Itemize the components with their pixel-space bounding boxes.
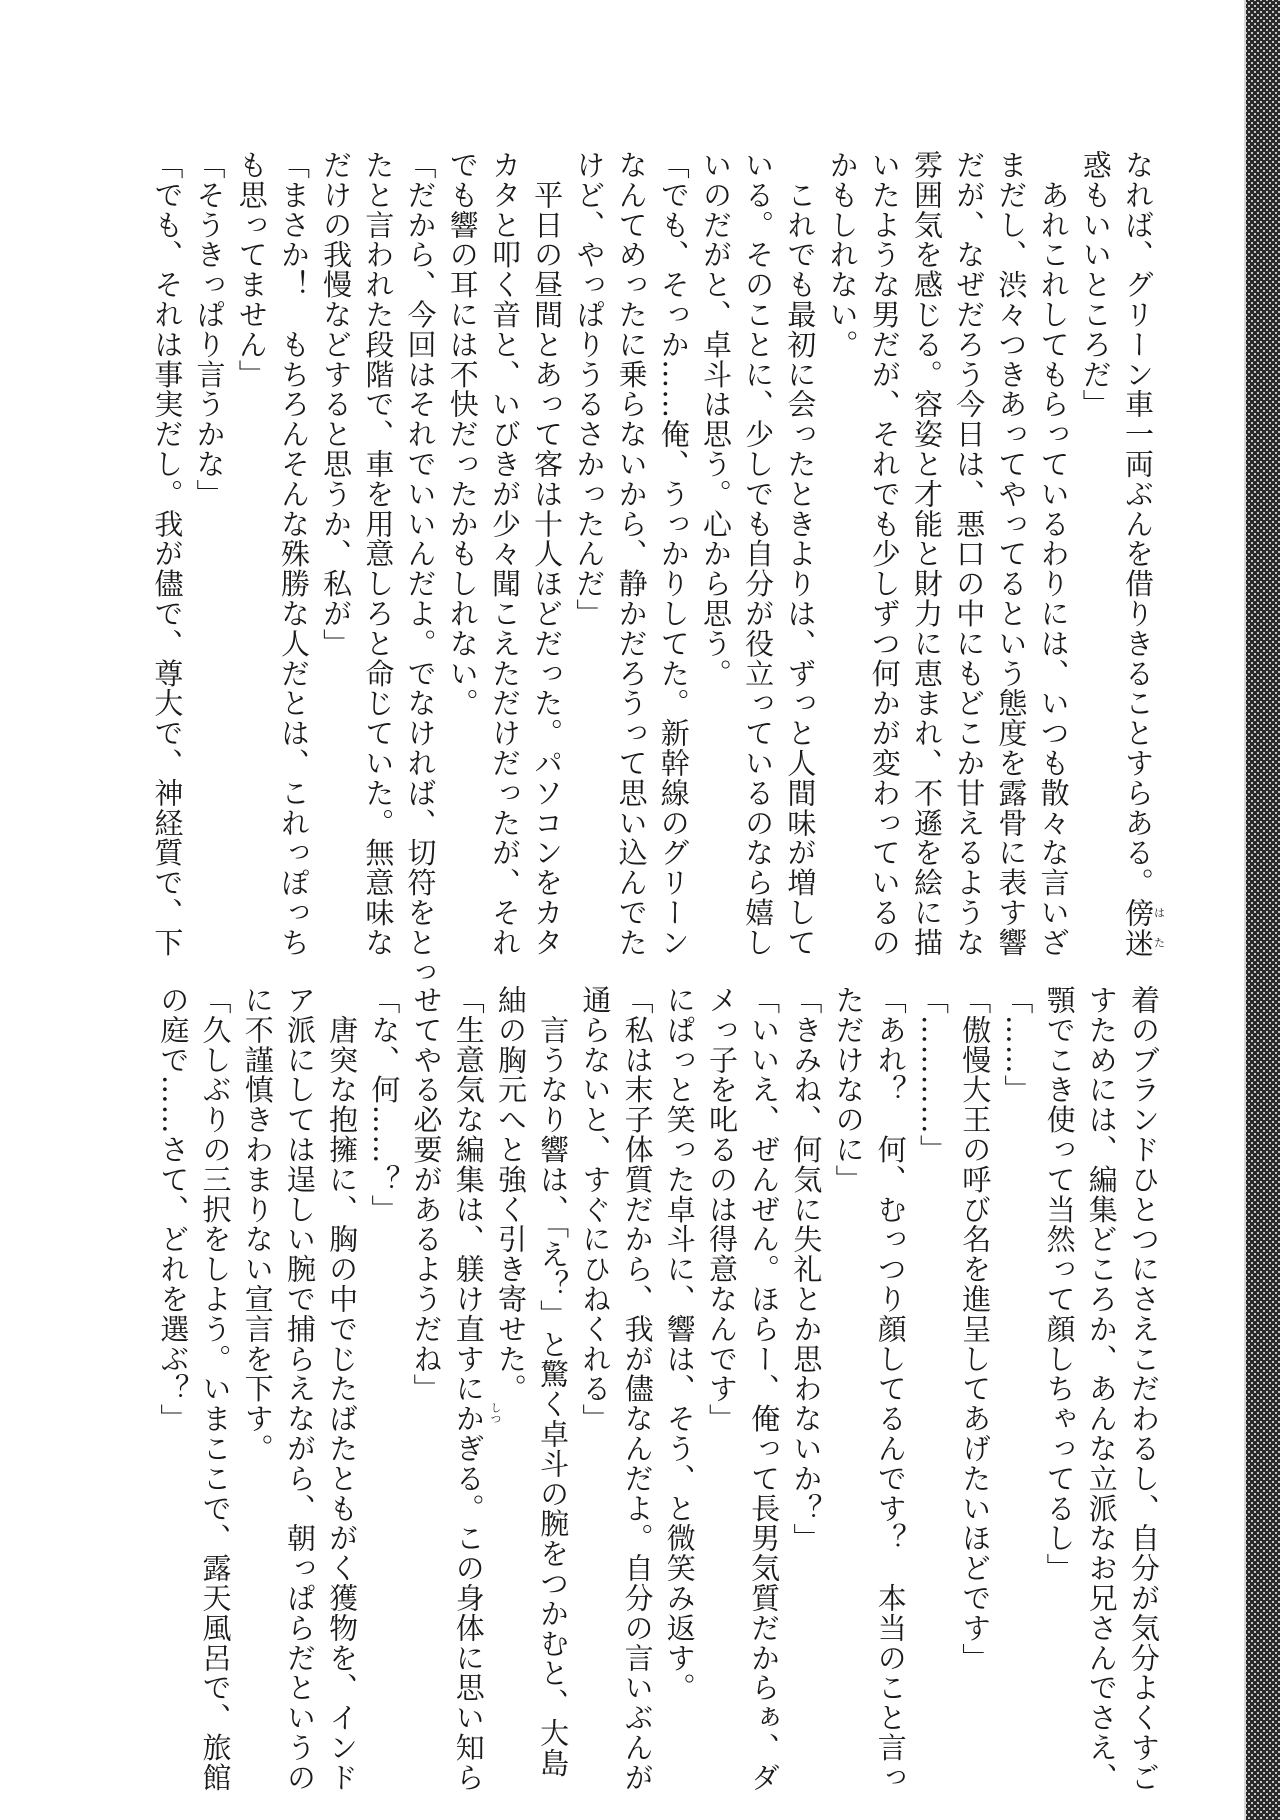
text-line: これでも最初に会ったときよりは、ずっと人間味が増して (783, 150, 818, 958)
text-line: いたような男だが、それでも少しずつ何かが変わっているの (867, 150, 902, 958)
text-line: の庭で……さて、どれを選ぶ？」 (156, 985, 191, 1434)
text-line: 「私は末子体質だから、我が儘なんだよ。自分の言いぶんが (620, 985, 655, 1793)
text-line: 唐突な抱擁に、胸の中でじたばたともがく獲物を、インド (325, 985, 360, 1793)
text-line: 「傲慢大王の呼び名を進呈してあげたいほどです」 (958, 985, 993, 1673)
upper-text-block (145, 150, 1166, 988)
text-line: 平日の昼間とあって客は十人ほどだった。パソコンをカタ (530, 150, 565, 958)
text-line: 通らないと、すぐにひねくれる」 (578, 985, 613, 1434)
text-line: 「いいえ、ぜんぜん。ほらー、俺って長男気質だからぁ、ダ (747, 985, 782, 1793)
text-line: 雰囲気を感じる。容姿と才能と財力に恵まれ、不遜を絵に描 (909, 150, 944, 958)
text-line: ア派にしては逞しい腕で捕らえながら、朝っぱらだというの (282, 985, 317, 1793)
text-line: なんてめったに乗らないから、静かだろうって思い込んでた (614, 150, 649, 958)
text-line: ただけなのに」 (831, 985, 866, 1195)
text-line (448, 985, 490, 1793)
lower-text-block (145, 985, 1165, 1793)
text-line: かもしれない。 (825, 150, 860, 360)
text-line: にぱっと笑った卓斗に、響は、そう、と微笑み返す。 (662, 985, 697, 1703)
text-line: も思ってません」 (234, 150, 269, 390)
text-line: 惑もいいところだ」 (1078, 150, 1113, 420)
text-line: 「な、何……？」 (367, 985, 402, 1225)
line-text: なれば、グリーン車一両ぶんを借りきることすらある。 (1121, 150, 1155, 898)
text-line: カタと叩く音と、いびきが少々聞こえただけだったが、それ (487, 150, 522, 958)
lower-ruby-note: しつ (489, 1402, 502, 1424)
text-line: 「だから、今回はそれでいいんだよ。でなければ、切符をとっ (403, 150, 438, 988)
text-line: でも響の耳には不快だったかもしれない。 (445, 150, 480, 719)
text-line: たと言われた段階で、車を用意しろと命じていた。無意味な (361, 150, 396, 958)
text-line: まだし、渋々つきあってやってるという態度を露骨に表す響 (994, 150, 1029, 958)
text-line (1117, 150, 1166, 958)
line-text: 「生意気な編集は、躾け直すにかぎる。この身体に思い知ら (451, 985, 486, 1793)
text-line: 言うなり響は、「え？」と驚く卓斗の腕をつかむと、大島 (536, 985, 571, 1778)
text-line: あれこれしてもらっているわりには、いつも散々な言いざ (1036, 150, 1071, 958)
text-line: 紬の胸元へと強く引き寄せた。 (493, 985, 528, 1404)
text-line: 「…………」 (915, 985, 950, 1165)
text-line: 「そうきっぱり言うかな」 (192, 150, 227, 509)
text-line: 「でも、そっか……俺、うっかりしてた。新幹線のグリーン (656, 150, 691, 958)
text-line: 「きみね、何気に失礼とか思わないか？」 (789, 985, 824, 1554)
page-edge-pattern (1246, 0, 1280, 1820)
ruby-word (1121, 897, 1166, 958)
ruby-base: 傍迷 (1121, 897, 1155, 958)
text-line: 「でも、それは事実だし。我が儘で、尊大で、神経質で、下 (150, 150, 185, 958)
ruby-reading: はた (1152, 897, 1166, 958)
text-line: メっ子を叱るのは得意なんです」 (704, 985, 739, 1434)
text-line: 着のブランドひとつにさえこだわるし、自分が気分よくすご (1127, 985, 1161, 1793)
text-line: 「久しぶりの三択をしよう。いまここで、露天風呂で、旅館 (198, 985, 233, 1793)
text-line: いる。そのことに、少しでも自分が役立っているのなら嬉し (741, 150, 776, 958)
text-line: 「あれ？ 何、むっつり顔してるんです？ 本当のこと言っ (873, 985, 908, 1793)
text-line: けど、やっぱりうるさかったんだ」 (572, 150, 607, 629)
text-line: だけの我慢などすると思うか、私が」 (319, 150, 354, 659)
text-line: せてやる必要があるようだね」 (409, 985, 444, 1404)
text-line: 「……」 (1000, 985, 1035, 1105)
text-line: いのだがと、卓斗は思う。心から思う。 (698, 150, 733, 689)
text-line: すためには、編集どころか、あんな立派なお兄さんでさえ、 (1084, 985, 1119, 1793)
text-line: だが、なぜだろう今日は、悪口の中にもどこか甘えるような (952, 150, 987, 958)
text-line: 「まさか！ もちろんそんな殊勝な人だとは、これっぽっち (276, 150, 311, 958)
text-line: 顎でこき使って当然って顔しちゃってるし」 (1042, 985, 1077, 1583)
text-line: に不謹慎きわまりない宣言を下す。 (240, 985, 275, 1464)
